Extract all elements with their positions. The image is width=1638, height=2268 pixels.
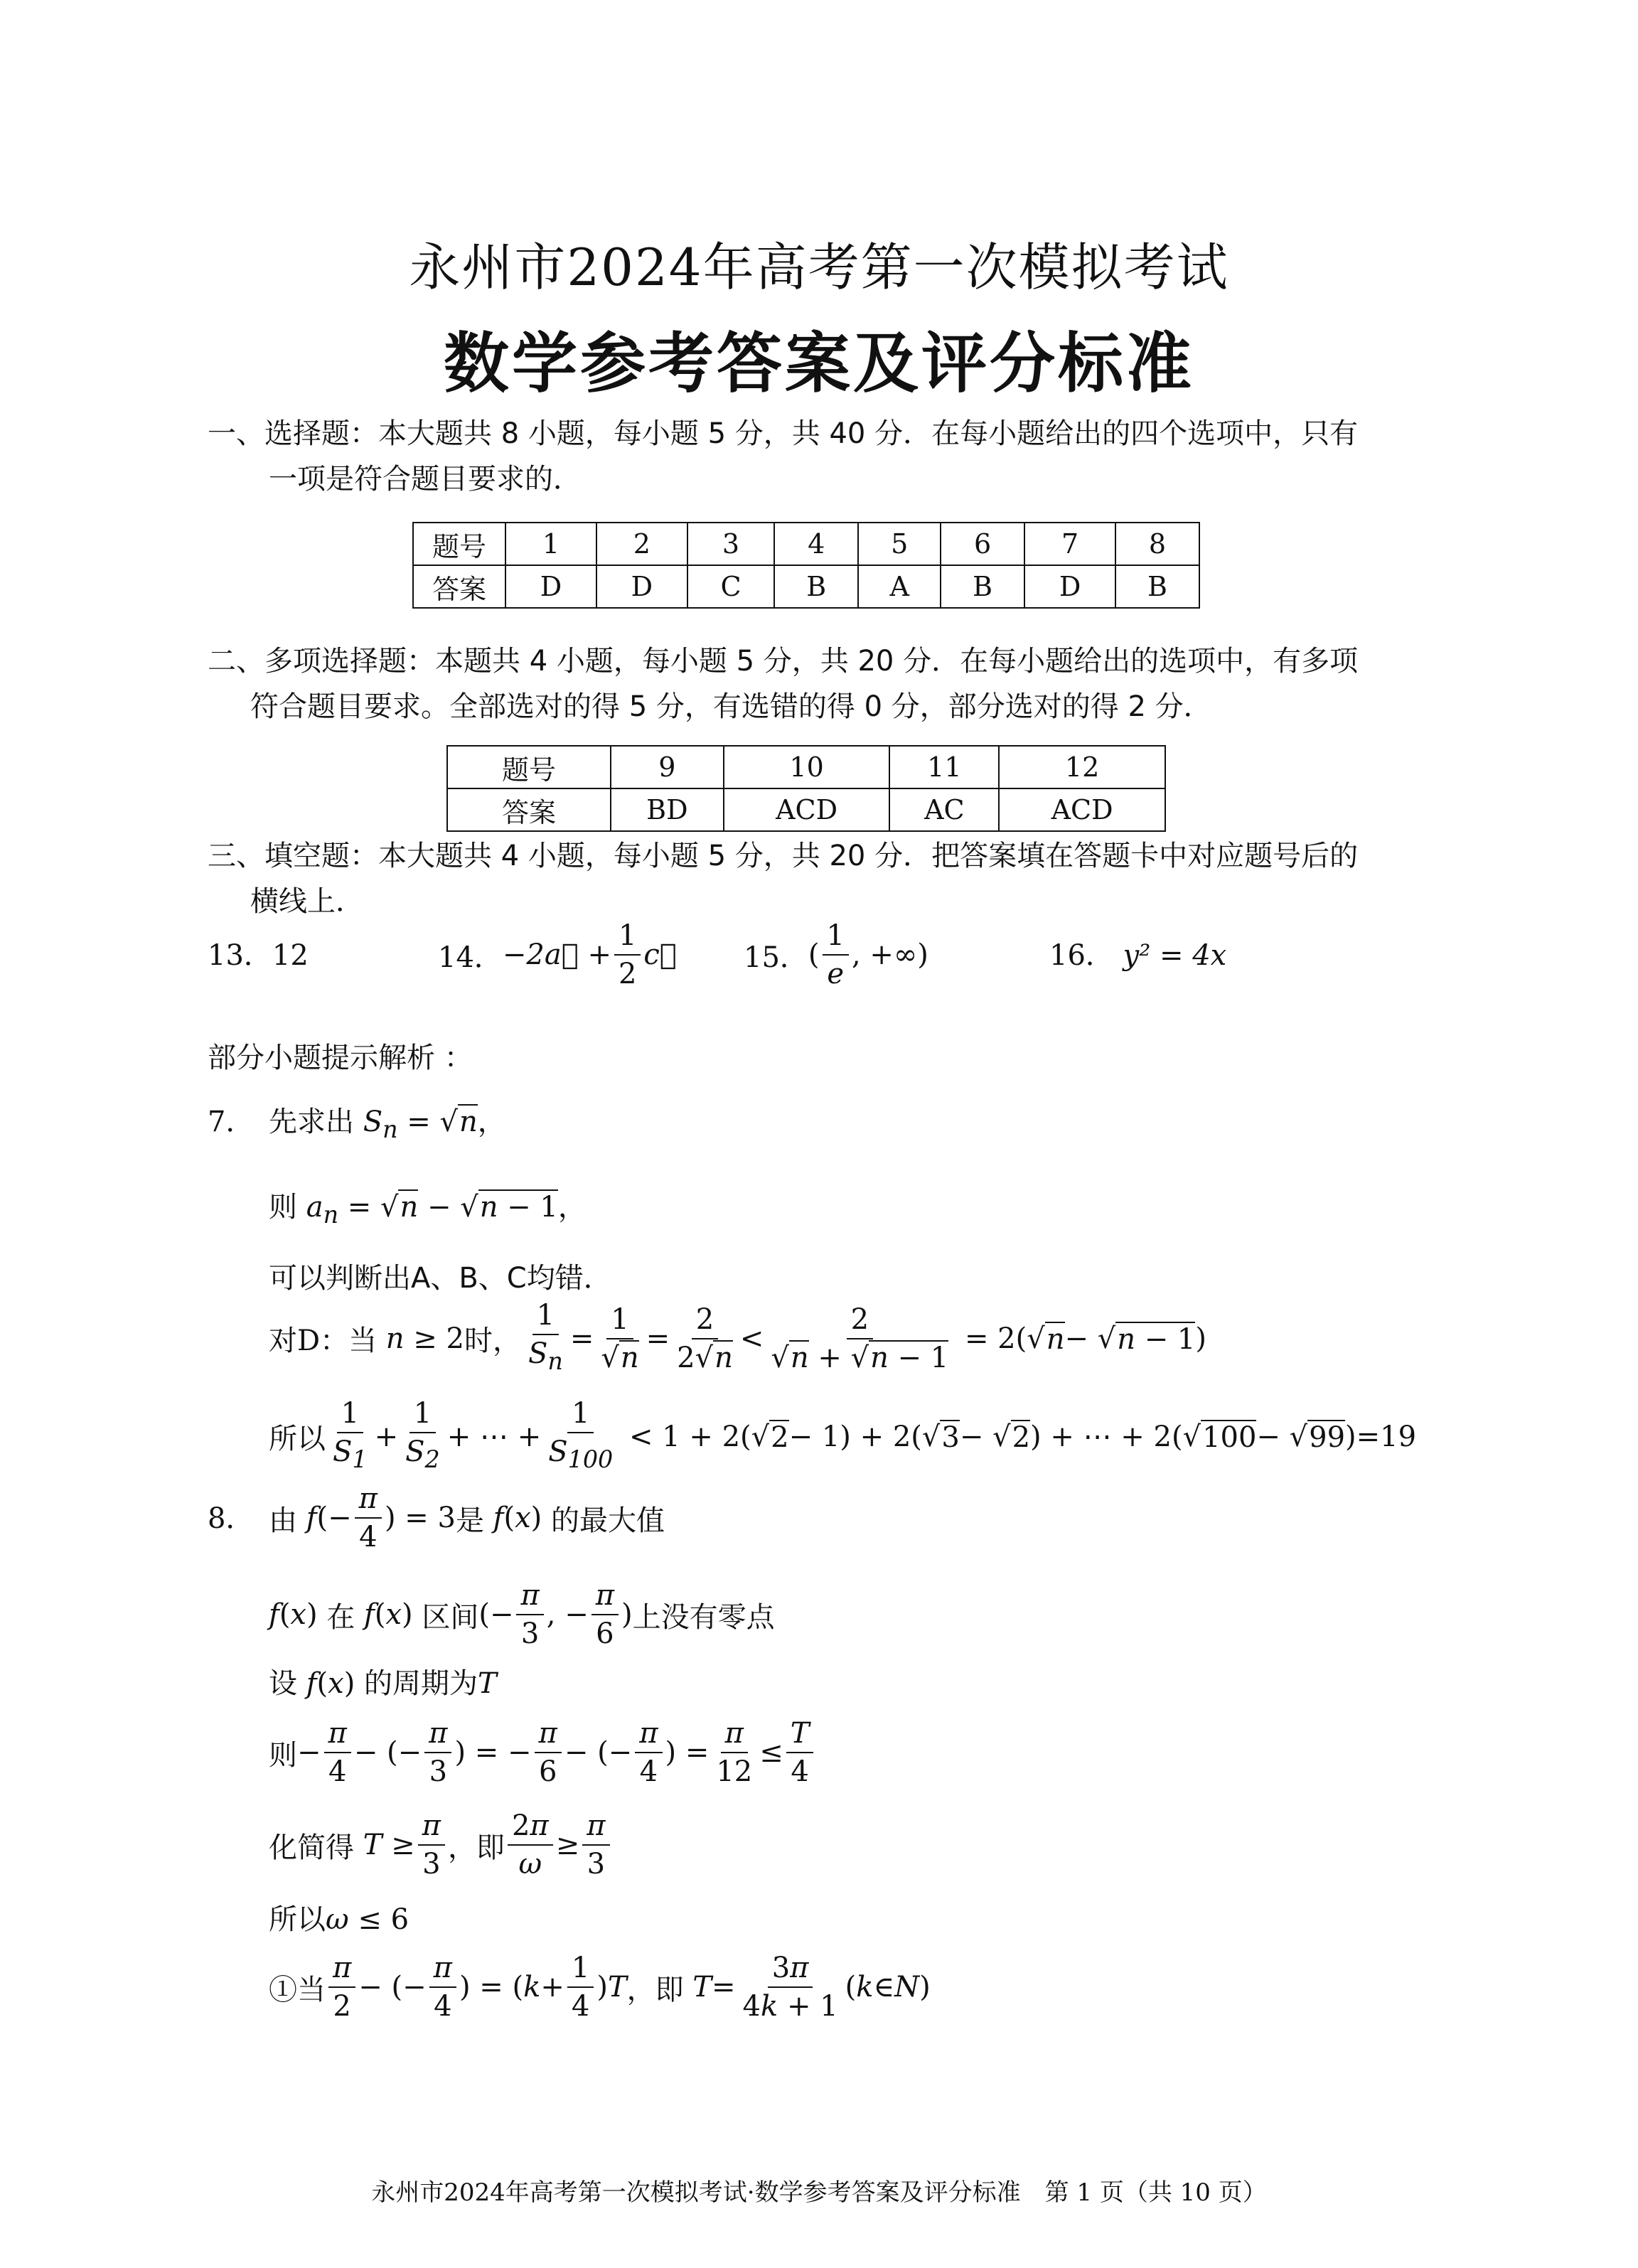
answer-cell: BD <box>611 788 724 831</box>
answer-cell: D <box>1024 565 1115 608</box>
q7-label: 7． <box>208 1106 255 1138</box>
question-number: 1 <box>505 523 596 565</box>
answer-cell: D <box>505 565 596 608</box>
q7-line1: 先求出 $S_n = √n$， <box>269 1106 506 1143</box>
question-number: 11 <box>889 746 999 788</box>
q8-label: 8． <box>208 1502 255 1535</box>
answer-cell: D <box>596 565 687 608</box>
question-number: 9 <box>611 746 724 788</box>
mc-answer-table <box>412 522 1200 609</box>
section1-text-line1: 一、选择题：本大题共 8 小题，每小题 5 分，共 40 分．在每小题给出的四个选项中，只有 <box>208 417 1359 450</box>
answer-13: 13．12 <box>208 939 309 972</box>
q8-line2: f ( x ) 在 f ( x ) 区间 (− $\frac{\pi}{3}$ , − $\frac{\pi}{6}$ ) 上没有零点 <box>269 1577 775 1652</box>
answer-cell: B <box>774 565 858 608</box>
multi-answer-table <box>446 745 1166 832</box>
row-label-answer: 答案 <box>413 565 505 608</box>
q7-line2: 则 $a_n = √n - √n - 1$， <box>269 1191 587 1229</box>
q8-line1: 由 f (− $\frac{\pi}{4}$ ) = 3 是 f ( x ) 的最大值 <box>269 1480 665 1556</box>
question-number: 10 <box>724 746 890 788</box>
row-label-answer: 答案 <box>447 788 611 831</box>
q8-line6: 所以ω ≤ 6 <box>269 1903 410 1936</box>
answer-16-label: 16． <box>1049 939 1114 972</box>
q7-line3: 可以判断出A、B、C均错． <box>269 1262 612 1295</box>
q8-line3: 设 f(x) 的周期为T <box>269 1667 497 1700</box>
answer-cell: B <box>1115 565 1199 608</box>
answer-14: 14． −2a⃗ + $\frac{1}{2}$ c⃗ <box>438 917 677 993</box>
answer-15: 15． ( $\frac{1}{e}$ , +∞) <box>744 917 928 993</box>
answer-14-label: 14． <box>438 941 503 974</box>
page-subtitle: 数学参考答案及评分标准 <box>443 325 1194 402</box>
answer-16 <box>1049 933 1226 973</box>
page-title: 永州市2024年高考第一次模拟考试 <box>409 237 1229 297</box>
answer-cell: C <box>687 565 774 608</box>
q8-line5: 化简得 T ≥ $\frac{\pi}{3}$ ，即 $\frac{2\pi}{\omega}$ ≥ $\frac{\pi}{3}$ <box>269 1807 613 1883</box>
answer-16-value: y² = 4x <box>1123 939 1227 972</box>
table-row-questions <box>413 523 1199 565</box>
section2-text-line2: 符合题目要求。全部选对的得 5 分，有选错的得 0 分，部分选对的得 2 分． <box>250 690 1212 723</box>
section2-text-line1: 二、多项选择题：本题共 4 小题，每小题 5 分，共 20 分．在每小题给出的选项中，有多项 <box>208 645 1359 678</box>
section3-text-line1: 三、填空题：本大题共 4 小题，每小题 5 分，共 20 分．把答案填在答题卡中对应题号后的 <box>208 840 1359 872</box>
question-number: 2 <box>596 523 687 565</box>
table-row-questions <box>447 746 1165 788</box>
answer-cell: ACD <box>999 788 1165 831</box>
question-number: 5 <box>858 523 941 565</box>
q7-line4: 对D：当 n ≥ 2 时， $\frac{1}{S_n}$ = $\frac{1}{√n}$ = $\frac{2}{2√n}$ < $\frac{2}{√n + √n - 1}$ = 2(√ n − √ n − 1 ) <box>269 1297 1206 1380</box>
question-number: 6 <box>941 523 1024 565</box>
section1-text-line2: 一项是符合题目要求的． <box>269 463 582 496</box>
q8-line7: ①当 $\frac{\pi}{2}$ − (− $\frac{\pi}{4}$ ) = ( k + $\frac{1}{4}$ ) T ，即 T = $\frac{3\pi}{4k + 1}$ ( k ∈ N ) <box>269 1949 931 2025</box>
answer-15-label: 15． <box>744 941 808 974</box>
table-row-answers <box>413 565 1199 608</box>
table-row-answers <box>447 788 1165 831</box>
question-number: 8 <box>1115 523 1199 565</box>
hints-heading: 部分小题提示解析 ： <box>208 1042 473 1074</box>
row-label-question: 题号 <box>413 523 505 565</box>
section3-text-line2: 横线上． <box>250 885 364 918</box>
answer-cell: B <box>941 565 1024 608</box>
question-number: 12 <box>999 746 1165 788</box>
answer-cell: AC <box>889 788 999 831</box>
row-label-question: 题号 <box>447 746 611 788</box>
answer-cell: A <box>858 565 941 608</box>
question-number: 3 <box>687 523 774 565</box>
q8-line4: 则 − $\frac{\pi}{4}$ − (− $\frac{\pi}{3}$ ) = − $\frac{\pi}{6}$ − (− $\frac{\pi}{4}$ ) = $\frac{\pi}{12}$ ≤ $\frac{T}{4}$ <box>269 1715 816 1790</box>
question-number: 4 <box>774 523 858 565</box>
question-number: 7 <box>1024 523 1115 565</box>
page-footer: 永州市2024年高考第一次模拟考试·数学参考答案及评分标准 第 1 页（共 10 页） <box>371 2178 1267 2207</box>
q7-line5: 所以 $\frac{1}{S_1}$ + $\frac{1}{S_2}$ + ⋯ + $\frac{1}{S_{100}}$ < 1 + 2(√ 2 − 1) + 2(√ 3 − √ 2 ) + ⋯ + 2(√ 100 − √ 99 ) =19 <box>269 1395 1416 1478</box>
answer-cell: ACD <box>724 788 890 831</box>
